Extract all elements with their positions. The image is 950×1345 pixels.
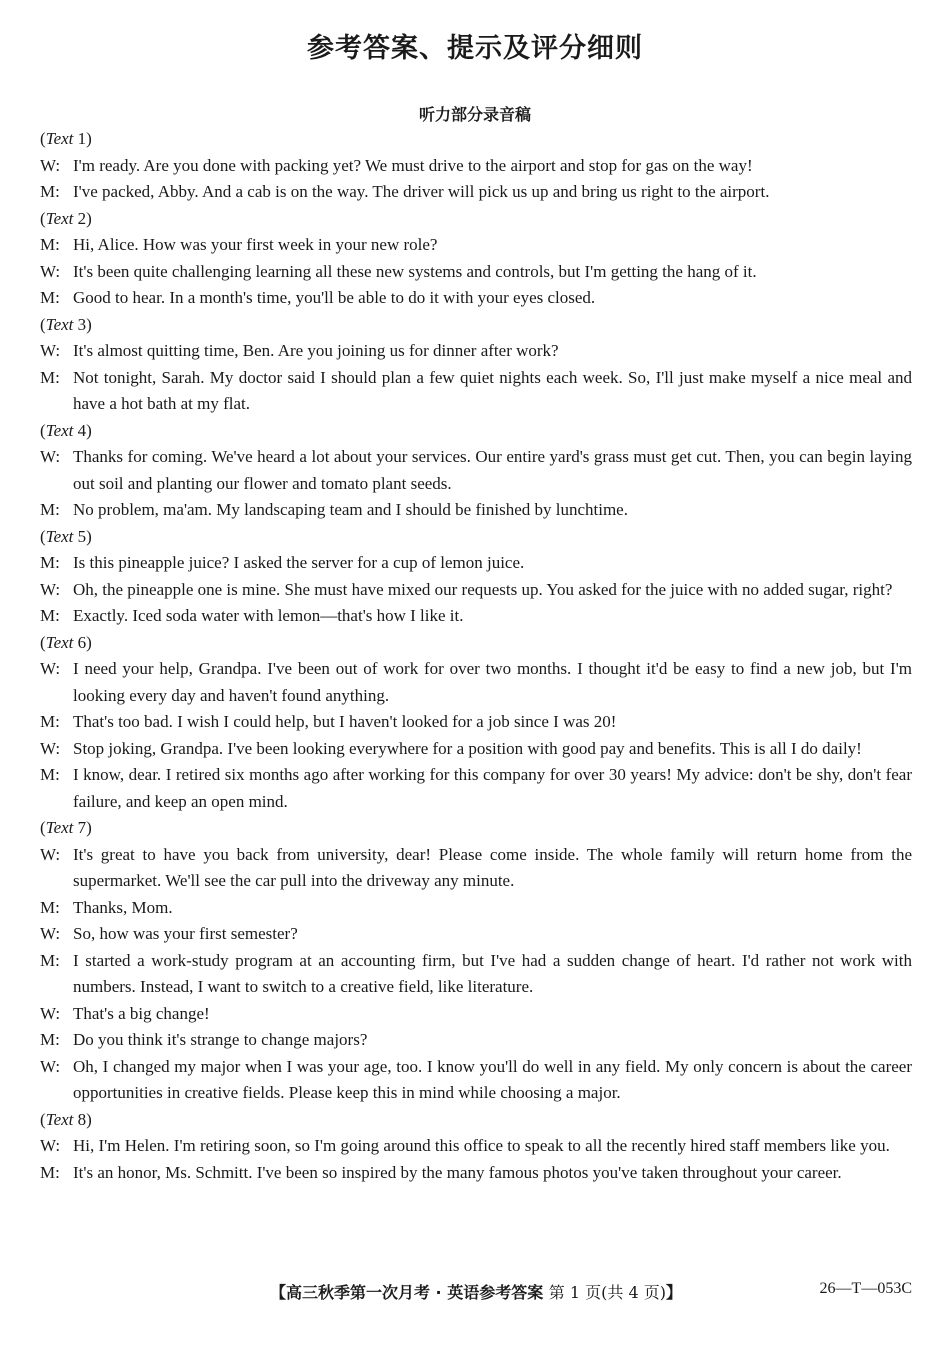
footer-paper-code: 26—T—053C xyxy=(819,1280,912,1297)
dialogue-turn xyxy=(40,1001,912,1028)
utterance-text: Oh, I changed my major when I was your age, too. I know you'll do well in any field. My only concern is about the career opportunities in creative fields. Please keep this in mind while choosing a major. xyxy=(73,1056,912,1102)
speaker-label: W: xyxy=(40,738,61,758)
dialogue-turn xyxy=(40,895,912,922)
speaker-label: W: xyxy=(40,579,61,599)
page-footer xyxy=(40,1280,912,1306)
speaker-label: M: xyxy=(40,367,60,387)
dialogue-turn xyxy=(40,1160,912,1187)
text-label-word: Text xyxy=(45,526,74,546)
utterance-text: I need your help, Grandpa. I've been out of work for over two months. I thought it'd be easy to find a new job, but I'm looking every day and haven't found anything. xyxy=(73,659,912,705)
speaker-label: W: xyxy=(40,924,61,943)
dialogue-turn xyxy=(40,656,912,709)
text-section-label: (Text 3) xyxy=(40,314,92,334)
dialogue-turn xyxy=(40,709,912,736)
dialogue-turn xyxy=(40,762,912,815)
speaker-label: M: xyxy=(40,235,60,254)
speaker-label: M: xyxy=(40,712,60,731)
text-label-word: Text xyxy=(45,632,74,652)
utterance-text: Not tonight, Sarah. My doctor said I should plan a few quiet nights each week. So, I'll just make myself a nice meal and have a hot bath at my flat. xyxy=(73,367,912,413)
utterance-text: No problem, ma'am. My landscaping team and I should be finished by lunchtime. xyxy=(73,500,628,519)
dialogue-turn xyxy=(40,577,912,604)
listening-transcript xyxy=(40,126,912,1186)
dialogue-turn xyxy=(40,259,912,286)
utterance-text: Good to hear. In a month's time, you'll be able to do it with your eyes closed. xyxy=(73,288,596,307)
text-label-word: Text xyxy=(45,818,74,837)
dialogue-turn xyxy=(40,444,912,497)
utterance-text: Thanks, Mom. xyxy=(73,897,173,917)
text-label-word: Text xyxy=(45,420,74,440)
speaker-label: W: xyxy=(40,261,61,281)
utterance-text: It's great to have you back from university, dear! Please come inside. The whole family will return home from the supermarket. We'll see the car pull into the driveway any minute. xyxy=(73,844,912,890)
speaker-label: W: xyxy=(40,155,61,175)
dialogue-turn xyxy=(40,550,912,577)
utterance-text: I know, dear. I retired six months ago after working for this company for over 30 years! My advice: don't be shy, don't fear failure, and keep an open mind. xyxy=(73,765,912,811)
dialogue-turn xyxy=(40,365,912,418)
utterance-text: It's been quite challenging learning all these new systems and controls, but I'm getting the hang of it. xyxy=(73,261,757,281)
speaker-label: W: xyxy=(40,447,61,466)
dialogue-turn xyxy=(40,842,912,895)
utterance-text: I started a work-study program at an accounting firm, but I've had a sudden change of heart. I'd rather not work with numbers. Instead, I want to switch to a creative field, like literature. xyxy=(73,950,912,996)
text-label-number: 4 xyxy=(77,420,87,440)
dialogue-turn xyxy=(40,603,912,630)
dialogue-turn xyxy=(40,1133,912,1160)
dialogue-turn xyxy=(40,921,912,948)
dialogue-turn xyxy=(40,232,912,259)
footer-page-number: 第 1 页(共 4 页) xyxy=(548,1283,666,1302)
speaker-label: W: xyxy=(40,1056,61,1076)
dialogue-turn xyxy=(40,1054,912,1107)
section-title: 听力部分录音稿 xyxy=(418,105,531,124)
dialogue-turn xyxy=(40,1027,912,1054)
utterance-text: It's almost quitting time, Ben. Are you joining us for dinner after work? xyxy=(73,341,559,360)
text-label-number: 2 xyxy=(77,208,87,228)
text-label-word: Text xyxy=(45,129,74,148)
utterance-text: That's too bad. I wish I could help, but I haven't looked for a job since I was 20! xyxy=(73,712,617,731)
speaker-label: M: xyxy=(40,500,60,519)
text-section-label: (Text 1) xyxy=(40,129,92,148)
footer-exam-info xyxy=(40,1280,912,1303)
speaker-label: M: xyxy=(40,606,60,625)
utterance-text: Do you think it's strange to change majors? xyxy=(73,1030,368,1049)
text-label-number: 6 xyxy=(77,632,87,652)
speaker-label: M: xyxy=(40,765,60,784)
footer-exam-name: 【高三秋季第一次月考 · 英语参考答案 xyxy=(269,1283,544,1302)
speaker-label: W: xyxy=(40,1003,61,1023)
utterance-text: Oh, the pineapple one is mine. She must have mixed our requests up. You asked for the juice with no added sugar, right? xyxy=(73,579,893,599)
text-section-label: (Text 4) xyxy=(40,420,92,440)
text-section-label: (Text 6) xyxy=(40,632,92,652)
utterance-text: That's a big change! xyxy=(73,1003,210,1023)
text-label-word: Text xyxy=(45,314,74,334)
speaker-label: M: xyxy=(40,897,60,917)
utterance-text: Hi, I'm Helen. I'm retiring soon, so I'm going around this office to speak to all the recently hired staff members like you. xyxy=(73,1136,890,1155)
dialogue-turn xyxy=(40,948,912,1001)
text-section-label: (Text 7) xyxy=(40,818,92,837)
text-label-word: Text xyxy=(45,208,74,228)
text-label-word: Text xyxy=(45,1109,74,1129)
dialogue-turn xyxy=(40,285,912,312)
speaker-label: W: xyxy=(40,659,61,678)
utterance-text: Hi, Alice. How was your first week in your new role? xyxy=(73,235,438,254)
speaker-label: W: xyxy=(40,341,61,360)
dialogue-turn xyxy=(40,179,912,206)
text-section-label: (Text 2) xyxy=(40,208,92,228)
utterance-text: Is this pineapple juice? I asked the server for a cup of lemon juice. xyxy=(73,553,525,572)
page-title: 参考答案、提示及评分细则 xyxy=(307,33,643,64)
text-label-number: 5 xyxy=(77,526,87,546)
text-label-number: 8 xyxy=(77,1109,87,1129)
text-section-label: (Text 8) xyxy=(40,1109,92,1129)
speaker-label: W: xyxy=(40,844,61,864)
speaker-label: M: xyxy=(40,553,60,572)
speaker-label: M: xyxy=(40,182,60,201)
footer-close-bracket: 】 xyxy=(666,1283,683,1302)
dialogue-turn xyxy=(40,153,912,180)
text-label-number: 1 xyxy=(77,129,87,148)
speaker-label: M: xyxy=(40,1162,60,1182)
speaker-label: M: xyxy=(40,288,60,307)
dialogue-turn xyxy=(40,338,912,365)
dialogue-turn xyxy=(40,497,912,524)
utterance-text: It's an honor, Ms. Schmitt. I've been so inspired by the many famous photos you've taken throughout your career. xyxy=(73,1162,842,1182)
dialogue-turn xyxy=(40,736,912,763)
speaker-label: M: xyxy=(40,950,60,970)
speaker-label: W: xyxy=(40,1136,61,1155)
utterance-text: I'm ready. Are you done with packing yet? We must drive to the airport and stop for gas on the way! xyxy=(73,155,753,175)
utterance-text: So, how was your first semester? xyxy=(73,924,298,943)
utterance-text: Thanks for coming. We've heard a lot about your services. Our entire yard's grass must get cut. Then, you can begin laying out soil and planting our flower and tomato plant seeds. xyxy=(73,447,912,493)
text-label-number: 7 xyxy=(77,818,87,837)
text-label-number: 3 xyxy=(77,314,87,334)
speaker-label: M: xyxy=(40,1030,60,1049)
text-section-label: (Text 5) xyxy=(40,526,92,546)
utterance-text: I've packed, Abby. And a cab is on the way. The driver will pick us up and bring us right to the airport. xyxy=(73,182,770,201)
utterance-text: Stop joking, Grandpa. I've been looking everywhere for a position with good pay and benefits. This is all I do daily! xyxy=(73,738,862,758)
utterance-text: Exactly. Iced soda water with lemon—that's how I like it. xyxy=(73,606,464,625)
